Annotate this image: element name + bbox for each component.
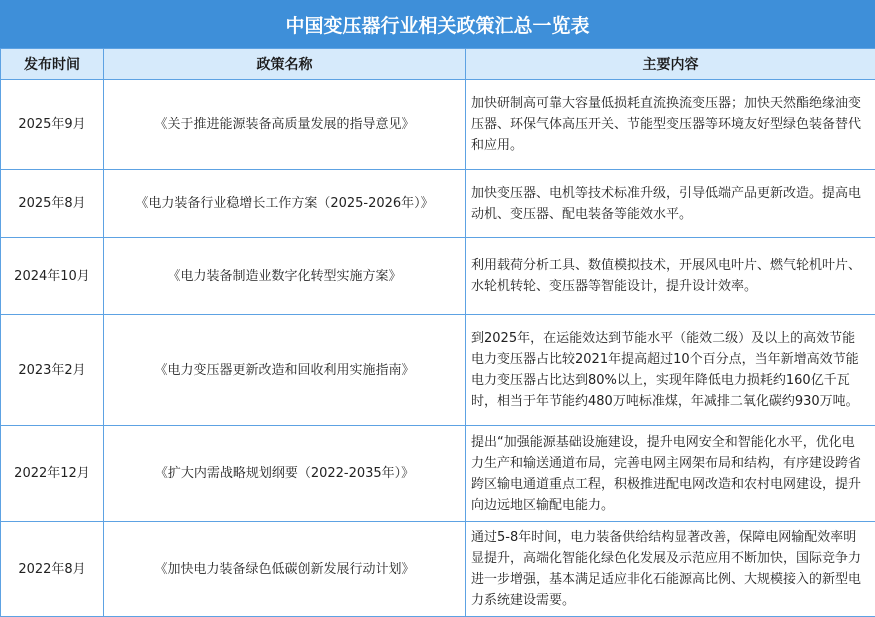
cell-date: 2024年10月 [1, 238, 104, 315]
table-row [1, 170, 875, 238]
cell-policy-name: 《关于推进能源装备高质量发展的指导意见》 [104, 80, 466, 170]
cell-content: 通过5-8年时间，电力装备供给结构显著改善，保障电网输配效率明显提升，高端化智能化绿色化发展及示范应用不断加快，国际竞争力进一步增强，基本满足适应非化石能源高比例、大规模接入的新型电力系统建设需要。 [466, 522, 875, 617]
cell-content: 加快研制高可靠大容量低损耗直流换流变压器；加快天然酯绝缘油变压器、环保气体高压开关、节能型变压器等环境友好型绿色装备替代和应用。 [466, 80, 875, 170]
table-row [1, 80, 875, 170]
cell-policy-name: 《电力装备行业稳增长工作方案（2025-2026年）》 [104, 170, 466, 238]
cell-content: 加快变压器、电机等技术标准升级，引导低端产品更新改造。提高电动机、变压器、配电装备等能效水平。 [466, 170, 875, 238]
cell-date: 2025年8月 [1, 170, 104, 238]
header-content: 主要内容 [466, 49, 875, 80]
cell-policy-name: 《扩大内需战略规划纲要（2022-2035年）》 [104, 426, 466, 522]
page-title: 中国变压器行业相关政策汇总一览表 [0, 0, 875, 48]
cell-content: 到2025年，在运能效达到节能水平（能效二级）及以上的高效节能电力变压器占比较2021年提高超过10个百分点，当年新增高效节能电力变压器占比达到80%以上，实现年降低电力损耗约160亿千瓦时，相当于年节能约480万吨标准煤，年减排二氧化碳约930万吨。 [466, 315, 875, 426]
cell-policy-name: 《加快电力装备绿色低碳创新发展行动计划》 [104, 522, 466, 617]
policy-table [0, 48, 875, 617]
cell-date: 2025年9月 [1, 80, 104, 170]
table-row [1, 238, 875, 315]
cell-date: 2022年12月 [1, 426, 104, 522]
table-header-row [1, 49, 875, 80]
cell-policy-name: 《电力装备制造业数字化转型实施方案》 [104, 238, 466, 315]
table-row [1, 426, 875, 522]
cell-date: 2022年8月 [1, 522, 104, 617]
cell-content: 利用载荷分析工具、数值模拟技术，开展风电叶片、燃气轮机叶片、水轮机转轮、变压器等智能设计，提升设计效率。 [466, 238, 875, 315]
cell-policy-name: 《电力变压器更新改造和回收利用实施指南》 [104, 315, 466, 426]
header-name: 政策名称 [104, 49, 466, 80]
cell-date: 2023年2月 [1, 315, 104, 426]
cell-content: 提出“加强能源基础设施建设，提升电网安全和智能化水平，优化电力生产和输送通道布局，完善电网主网架布局和结构，有序建设跨省跨区输电通道重点工程，积极推进配电网改造和农村电网建设，提升向边远地区输配电能力。 [466, 426, 875, 522]
header-date: 发布时间 [1, 49, 104, 80]
table-row [1, 522, 875, 617]
table-row [1, 315, 875, 426]
